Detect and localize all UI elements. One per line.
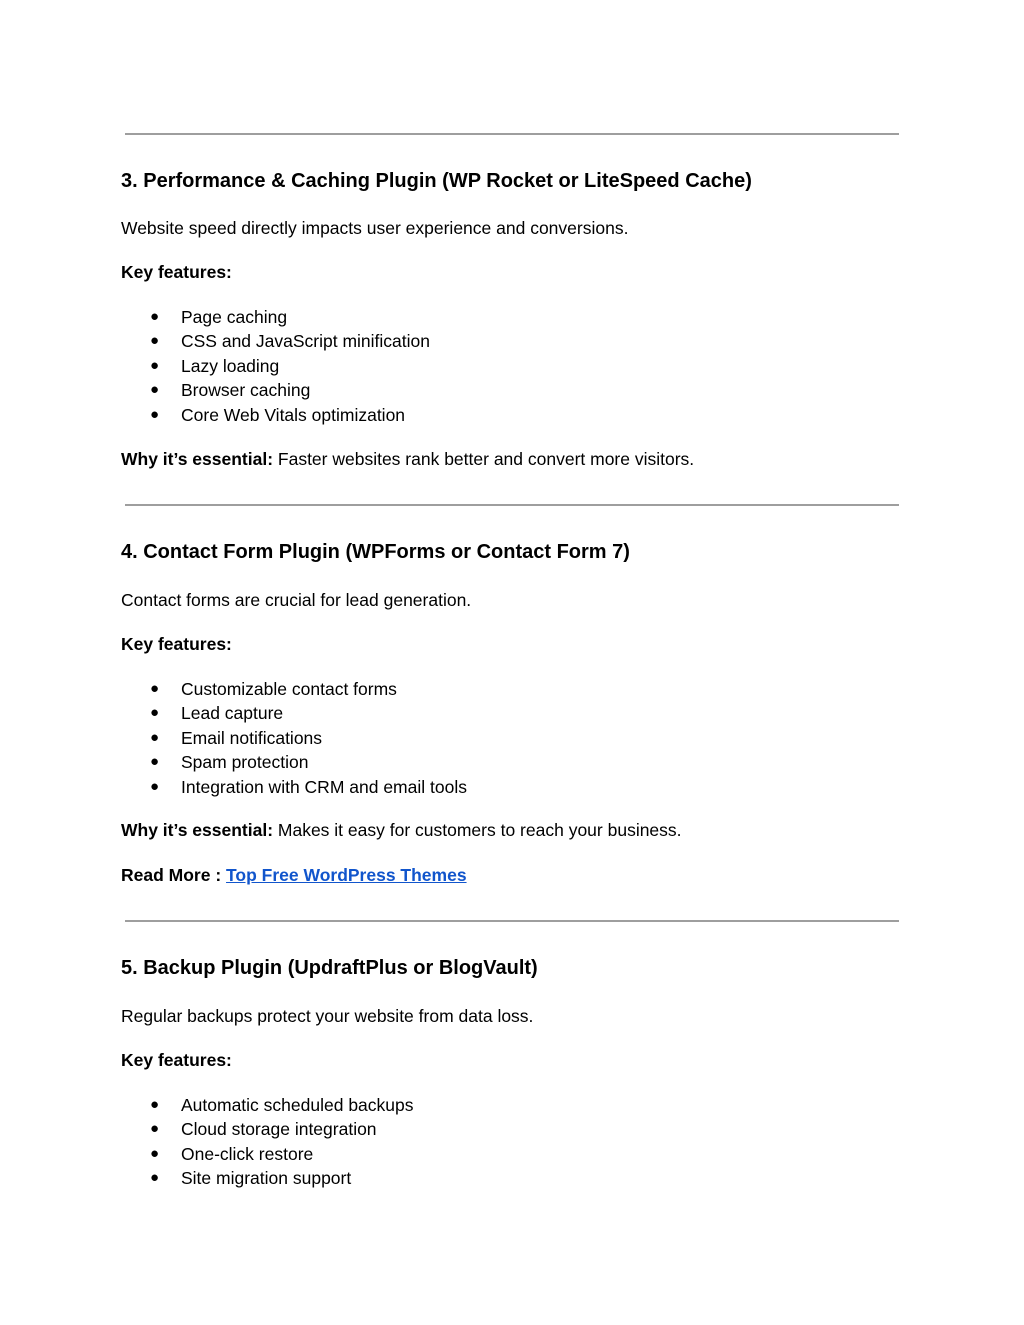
bullet-icon: ● (150, 704, 160, 722)
bullet-icon: ● (150, 777, 160, 795)
read-more (121, 864, 467, 886)
bullet-icon: ● (150, 381, 160, 399)
features-label: Key features: (121, 1050, 232, 1070)
list-item-text: Cloud storage integration (181, 1119, 377, 1140)
why-essential-text: Makes it easy for customers to reach your business. (273, 820, 682, 840)
bullet-icon: ● (150, 680, 160, 697)
bullet-icon: ● (150, 356, 160, 374)
read-more-link[interactable]: Top Free WordPress Themes (226, 865, 467, 885)
list-item-text: Core Web Vitals optimization (181, 404, 406, 425)
section-intro: Contact forms are crucial for lead generation. (121, 590, 472, 610)
bullet-icon: ● (150, 753, 160, 771)
bullet-icon: ● (150, 728, 160, 746)
why-essential (121, 819, 682, 841)
list-item-text: Lazy loading (181, 355, 280, 376)
bullet-icon: ● (150, 332, 160, 350)
features-label: Key features: (121, 262, 232, 282)
list-item-text: Automatic scheduled backups (181, 1095, 414, 1115)
list-item-text: Integration with CRM and email tools (181, 776, 467, 797)
why-essential (121, 448, 694, 470)
list-item-text: Spam protection (181, 752, 309, 773)
list-item-text: Site migration support (181, 1168, 352, 1189)
why-essential-text: Faster websites rank better and convert more visitors. (273, 449, 695, 469)
section-intro: Website speed directly impacts user experience and conversions. (121, 218, 629, 238)
list-item-text: Customizable contact forms (181, 679, 397, 699)
section-intro: Regular backups protect your website from data loss. (121, 1006, 534, 1026)
list-item-text: Email notifications (181, 727, 323, 748)
section-heading: 3. Performance & Caching Plugin (WP Rocket or LiteSpeed Cache) (121, 170, 752, 192)
list-item-text: Page caching (181, 307, 288, 327)
why-essential-label: Why it’s essential: (121, 820, 274, 840)
section-divider (125, 920, 899, 922)
section-heading: 5. Backup Plugin (UpdraftPlus or BlogVault) (121, 957, 538, 979)
bullet-icon: ● (150, 405, 160, 423)
section-divider (125, 133, 899, 135)
why-essential-label: Why it’s essential: (121, 449, 274, 469)
bullet-icon: ● (150, 308, 160, 325)
read-more-label: Read More : (121, 865, 227, 885)
list-item-text: Browser caching (181, 380, 311, 401)
list-item-text: One-click restore (181, 1143, 314, 1164)
bullet-icon: ● (150, 1144, 160, 1162)
features-label: Key features: (121, 634, 232, 654)
list-item-text: Lead capture (181, 703, 284, 724)
section-heading: 4. Contact Form Plugin (WPForms or Contact Form 7) (121, 541, 630, 563)
section-divider (125, 504, 899, 506)
list-item-text: CSS and JavaScript minification (181, 331, 430, 352)
bullet-icon: ● (150, 1120, 160, 1138)
bullet-icon: ● (150, 1096, 160, 1113)
bullet-icon: ● (150, 1169, 160, 1187)
